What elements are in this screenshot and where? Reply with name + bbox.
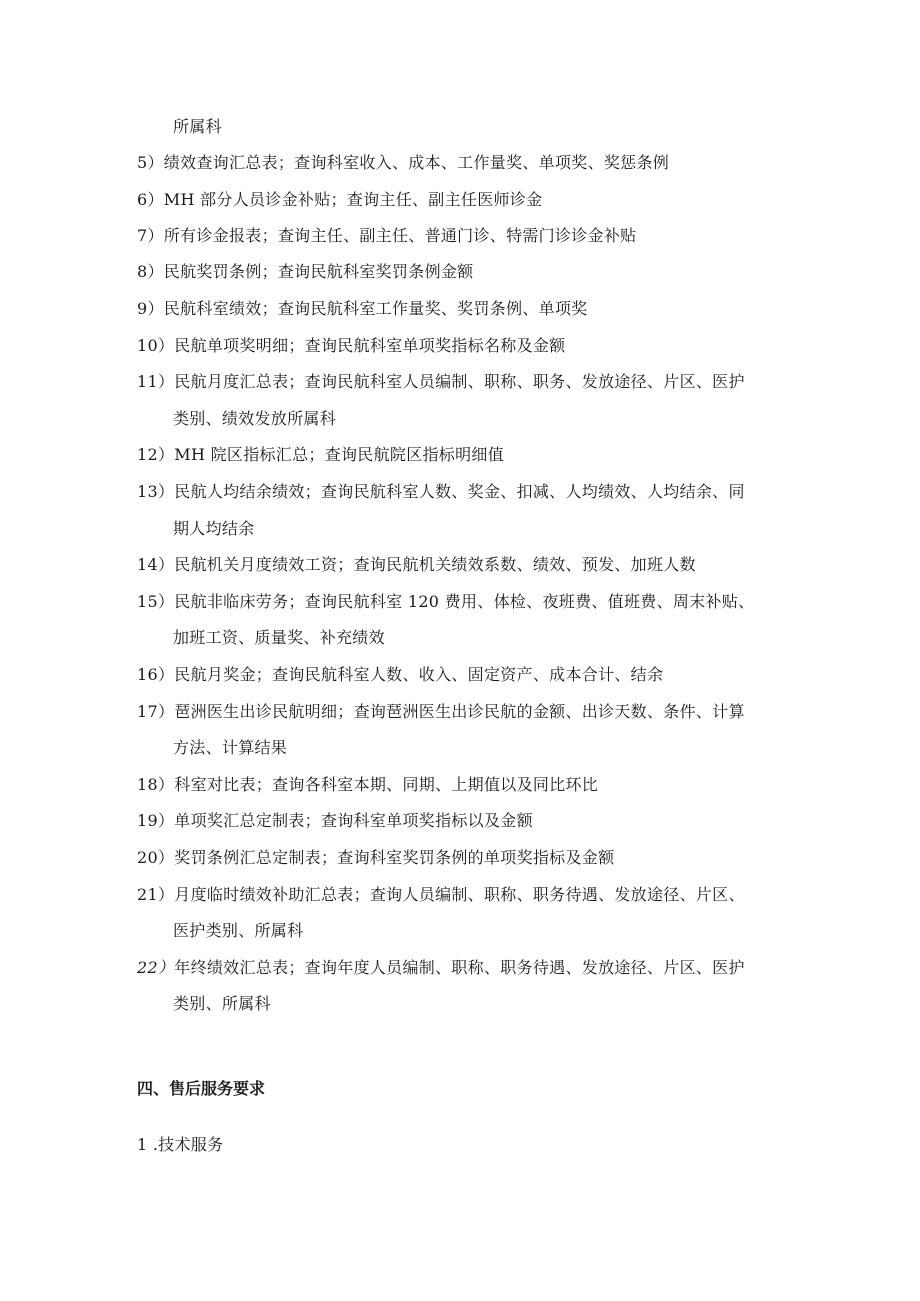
list-item	[137, 958, 745, 978]
item-text: 单项奖汇总定制表；查询科室单项奖指标以及金额	[174, 811, 533, 830]
item-text: 民航非临床劳务；查询民航科室 120 费用、体检、夜班费、值班费、周末补贴、	[174, 592, 755, 611]
list-item	[137, 848, 614, 868]
list-item	[137, 592, 754, 612]
list-item	[137, 226, 636, 246]
section-heading: 四、售后服务要求	[137, 1079, 266, 1098]
item-number: 11）	[137, 372, 175, 391]
list-item-continuation: 所属科	[173, 117, 222, 136]
item-text: 奖罚条例汇总定制表；查询科室奖罚条例的单项奖指标及金额	[174, 848, 615, 867]
item-number: 5）	[137, 153, 164, 172]
list-item-continuation: 类别、绩效发放所属科	[173, 409, 337, 428]
item-number: 7）	[137, 226, 164, 245]
list-item	[137, 262, 473, 282]
item-text: MH 部分人员诊金补贴；查询主任、副主任医师诊金	[163, 190, 543, 209]
list-item-continuation: 医护类别、所属科	[173, 921, 304, 940]
item-text: 民航人均结余绩效；查询民航科室人数、奖金、扣减、人均绩效、人均结余、同	[174, 482, 745, 501]
item-text: MH 院区指标汇总；查询民航院区指标明细值	[174, 445, 504, 464]
item-number: 10）	[137, 336, 175, 355]
item-number: 6）	[137, 190, 164, 209]
item-number: 20）	[137, 848, 175, 867]
item-text: 民航月度汇总表；查询民航科室人员编制、职称、职务、发放途径、片区、医护	[174, 372, 745, 391]
item-text: 所有诊金报表；查询主任、副主任、普通门诊、特需门诊诊金补贴	[163, 226, 637, 245]
item-text: 年终绩效汇总表；查询年度人员编制、职称、职务待遇、发放途径、片区、医护	[174, 958, 745, 977]
list-item-continuation: 加班工资、质量奖、补充绩效	[173, 628, 385, 647]
item-text: 琶洲医生出诊民航明细；查询琶洲医生出诊民航的金额、出诊天数、条件、计算	[174, 702, 745, 721]
item-number: 17）	[137, 702, 175, 721]
list-item	[137, 445, 504, 465]
list-item	[137, 885, 745, 905]
item-text: 绩效查询汇总表；查询科室收入、成本、工作量奖、单项奖、奖惩条例	[163, 153, 670, 172]
item-number: 9）	[137, 299, 164, 318]
item-number: 19）	[137, 811, 175, 830]
item-text: 民航月奖金；查询民航科室人数、收入、固定资产、成本合计、结余	[174, 665, 664, 684]
list-item-continuation: 期人均结余	[173, 519, 255, 538]
list-item-continuation: 类别、所属科	[173, 994, 271, 1013]
item-number: 18）	[137, 775, 175, 794]
item-text: 民航单项奖明细；查询民航科室单项奖指标名称及金额	[174, 336, 566, 355]
list-item	[137, 665, 663, 685]
subsection-heading: 1 .技术服务	[137, 1135, 224, 1154]
list-item	[137, 153, 669, 173]
list-item	[137, 811, 533, 831]
list-item	[137, 482, 745, 502]
item-number: 15）	[137, 592, 175, 611]
item-text: 民航科室绩效；查询民航科室工作量奖、奖罚条例、单项奖	[163, 299, 588, 318]
item-number: 12）	[137, 445, 175, 464]
item-text: 月度临时绩效补助汇总表；查询人员编制、职称、职务待遇、发放途径、片区、	[174, 885, 745, 904]
list-item	[137, 555, 696, 575]
item-text: 民航奖罚条例；查询民航科室奖罚条例金额	[163, 262, 474, 281]
item-number: 13）	[137, 482, 175, 501]
list-item-continuation: 方法、计算结果	[173, 738, 288, 757]
item-number: 21）	[137, 885, 175, 904]
item-number: 16）	[137, 665, 175, 684]
item-number: 22）	[137, 958, 175, 977]
list-item	[137, 372, 745, 392]
list-item	[137, 702, 745, 722]
item-number: 8）	[137, 262, 164, 281]
list-item	[137, 190, 542, 210]
item-text: 民航机关月度绩效工资；查询民航机关绩效系数、绩效、预发、加班人数	[174, 555, 696, 574]
list-item	[137, 299, 588, 319]
list-item	[137, 775, 598, 795]
list-item	[137, 336, 565, 356]
item-number: 14）	[137, 555, 175, 574]
item-text: 科室对比表；查询各科室本期、同期、上期值以及同比环比	[174, 775, 599, 794]
